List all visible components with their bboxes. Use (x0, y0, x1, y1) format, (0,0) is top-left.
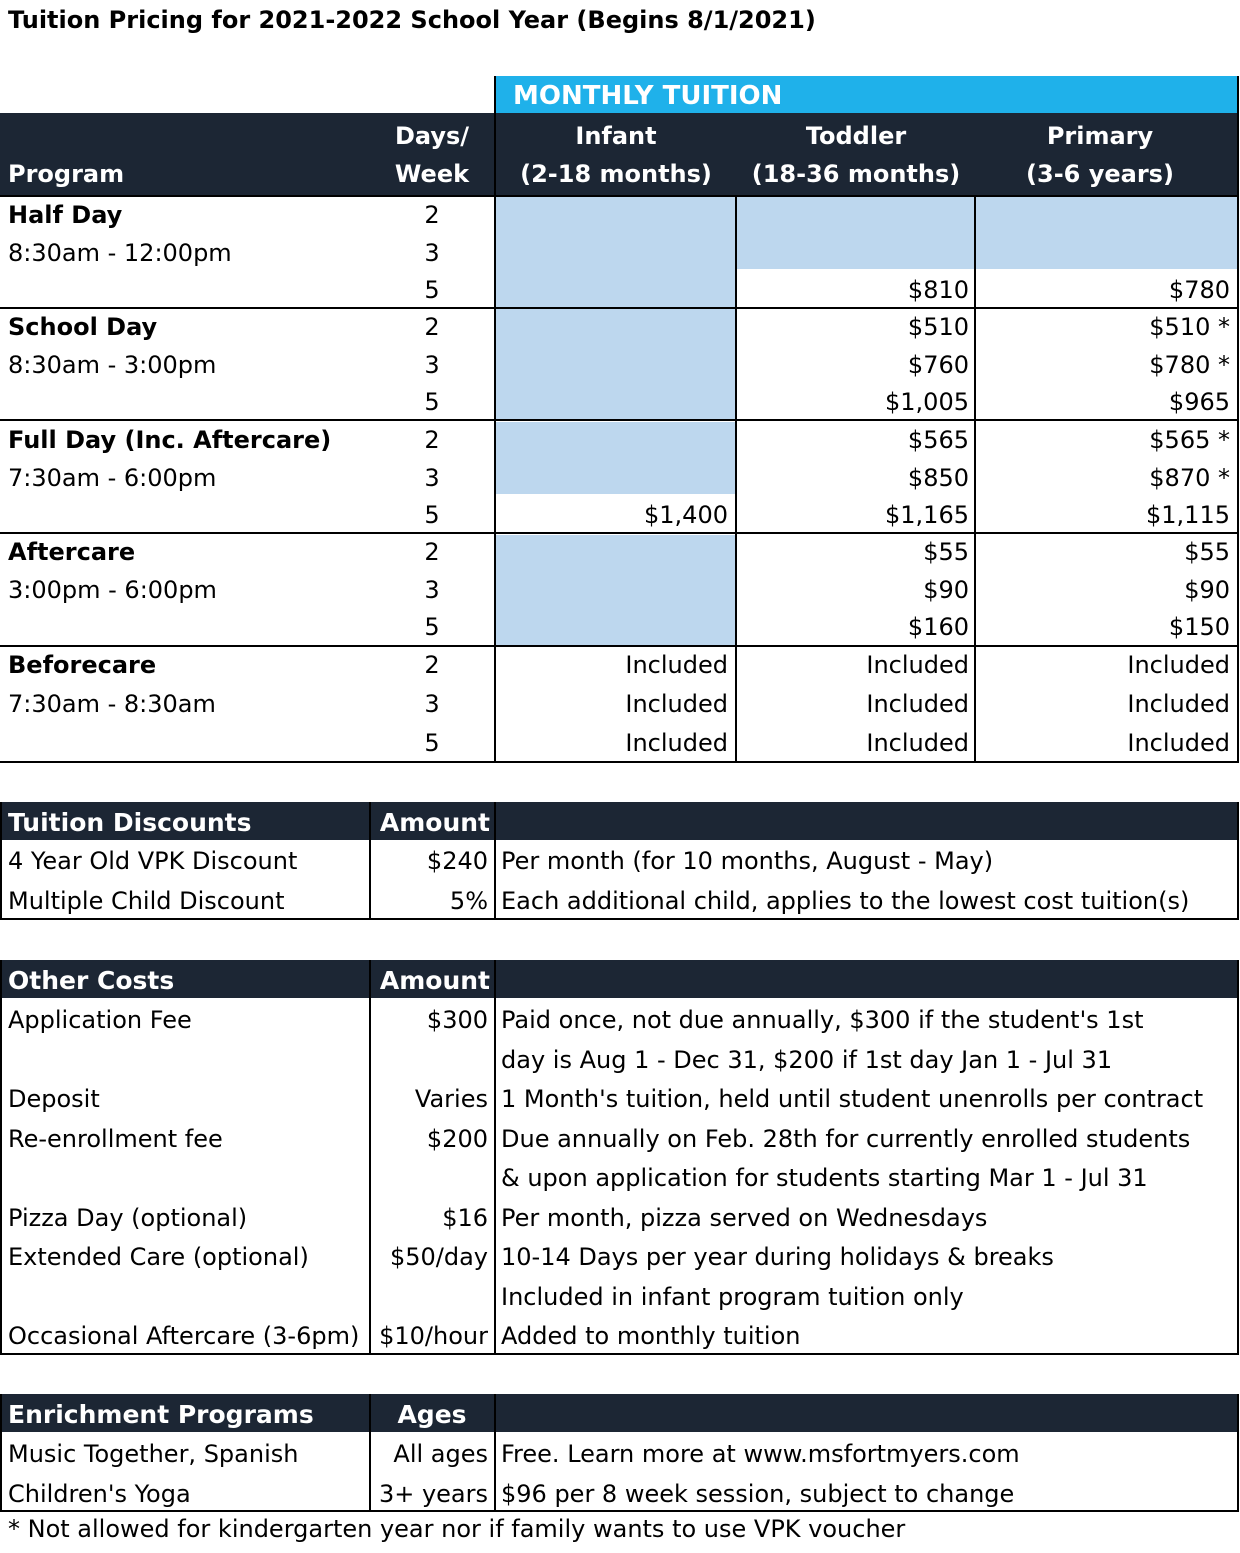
row-label: Deposit (8, 1085, 100, 1113)
discounts-title: Tuition Discounts (8, 808, 252, 837)
primary-price: $510 * (1149, 313, 1230, 341)
toddler-price: $55 (923, 538, 969, 566)
days-per-week: 3 (424, 463, 440, 492)
program-name: School Day (8, 313, 158, 341)
footnote: * Not allowed for kindergarten year nor if family wants to use VPK voucher (8, 1515, 906, 1543)
row-note: Paid once, not due annually, $300 if the student's 1st (501, 1006, 1144, 1034)
toddler-price: $160 (907, 613, 969, 641)
primary-price: Included (1127, 729, 1230, 757)
row-label: Pizza Day (optional) (8, 1203, 248, 1232)
unavailable-cell (976, 197, 1238, 269)
days-per-week: 3 (424, 350, 440, 379)
enrichment-title: Enrichment Programs (8, 1400, 314, 1429)
other-costs-header (0, 960, 1238, 998)
days-per-week: 2 (424, 426, 440, 454)
program-name: Aftercare (8, 538, 136, 566)
days-per-week: 5 (424, 729, 440, 757)
primary-price: $90 (1184, 575, 1230, 604)
row-label: Application Fee (8, 1006, 192, 1034)
page-title: Tuition Pricing for 2021-2022 School Year (Begins 8/1/2021) (8, 6, 816, 34)
toddler-price: $565 (907, 426, 969, 454)
divider (369, 960, 371, 1355)
toddler-price: Included (866, 729, 969, 757)
primary-price: $780 * (1149, 350, 1230, 379)
row-amount: $16 (442, 1203, 488, 1232)
row-note: Per month (for 10 months, August - May) (501, 847, 994, 875)
row-amount: $200 (426, 1124, 488, 1153)
unavailable-cell (496, 535, 735, 645)
row-note: & upon application for students starting Mar 1 - Jul 31 (501, 1164, 1148, 1192)
row-note: Each additional child, applies to the lowest cost tuition(s) (501, 886, 1190, 915)
program-name: Full Day (Inc. Aftercare) (8, 426, 332, 454)
row-note: $96 per 8 week session, subject to change (501, 1479, 1015, 1508)
divider (0, 918, 1238, 920)
days-per-week: 3 (424, 575, 440, 604)
infant-price: Included (625, 729, 728, 757)
row-label: 4 Year Old VPK Discount (8, 847, 298, 875)
header-days: Days/ Week (394, 122, 470, 188)
header-program: Program (8, 160, 125, 188)
row-note: Included in infant program tuition only (501, 1282, 964, 1311)
days-per-week: 2 (424, 201, 440, 229)
unavailable-cell (496, 309, 735, 419)
unavailable-cell (496, 422, 735, 494)
row-amount: $240 (426, 847, 488, 875)
toddler-price: Included (866, 651, 969, 679)
unavailable-cell (737, 197, 974, 269)
row-amount: $10/hour (379, 1322, 488, 1350)
days-per-week: 5 (424, 276, 440, 304)
header-toddler: Toddler (18-36 months) (751, 122, 961, 188)
program-hours: 7:30am - 6:00pm (8, 463, 217, 492)
toddler-price: $760 (907, 350, 969, 379)
row-note: Due annually on Feb. 28th for currently enrolled students (501, 1124, 1191, 1153)
days-per-week: 5 (424, 501, 440, 529)
days-per-week: 5 (424, 613, 440, 641)
toddler-price: $1,005 (885, 388, 969, 416)
other-costs-title: Other Costs (8, 966, 175, 995)
infant-price: Included (625, 651, 728, 679)
tuition-header-labels (0, 113, 1238, 195)
divider (0, 1353, 1238, 1355)
row-ages: All ages (393, 1440, 488, 1468)
days-per-week: 2 (424, 313, 440, 341)
program-hours: 8:30am - 3:00pm (8, 350, 217, 379)
divider (1237, 802, 1239, 920)
row-label: Occasional Aftercare (3-6pm) (8, 1322, 360, 1350)
unavailable-cell (496, 197, 735, 307)
toddler-price: Included (866, 690, 969, 718)
toddler-price: $90 (923, 575, 969, 604)
program-hours: 3:00pm - 6:00pm (8, 575, 217, 604)
primary-price: Included (1127, 651, 1230, 679)
primary-price: $55 (1184, 538, 1230, 566)
divider (369, 802, 371, 920)
primary-price: $780 (1168, 276, 1230, 304)
toddler-price: $1,165 (885, 501, 969, 529)
primary-price: $1,115 (1146, 501, 1230, 529)
primary-price: Included (1127, 690, 1230, 718)
program-name: Half Day (8, 201, 123, 229)
primary-price: $965 (1168, 388, 1230, 416)
row-ages: 3+ years (378, 1479, 488, 1508)
row-note: Added to monthly tuition (501, 1322, 801, 1350)
divider (369, 1394, 371, 1512)
divider (0, 195, 1238, 197)
divider (0, 1510, 1238, 1512)
divider (1237, 1394, 1239, 1512)
divider (0, 1394, 2, 1512)
divider (1237, 960, 1239, 1355)
row-amount: Varies (414, 1085, 488, 1113)
row-amount: $50/day (389, 1243, 488, 1271)
primary-price: $150 (1168, 613, 1230, 641)
program-name: Beforecare (8, 651, 157, 679)
program-hours: 8:30am - 12:00pm (8, 238, 232, 267)
row-amount: $300 (426, 1006, 488, 1034)
divider (0, 802, 2, 920)
divider (0, 960, 2, 1355)
divider (494, 1394, 496, 1512)
toddler-price: $850 (907, 463, 969, 492)
divider (494, 802, 496, 920)
toddler-price: $810 (907, 276, 969, 304)
days-per-week: 2 (424, 538, 440, 566)
other-costs-amount-header: Amount (379, 966, 490, 995)
row-label: Multiple Child Discount (8, 886, 285, 915)
toddler-price: $510 (907, 313, 969, 341)
header-primary: Primary (3-6 years) (1026, 122, 1174, 188)
discounts-amount-header: Amount (379, 808, 490, 837)
program-hours: 7:30am - 8:30am (8, 690, 216, 718)
header-infant: Infant (2-18 months) (520, 122, 712, 188)
days-per-week: 3 (424, 690, 440, 718)
days-per-week: 5 (424, 388, 440, 416)
divider (494, 960, 496, 1355)
days-per-week: 2 (424, 651, 440, 679)
days-per-week: 3 (424, 238, 440, 267)
enrichment-ages-header: Ages (397, 1400, 467, 1429)
row-note: Per month, pizza served on Wednesdays (501, 1203, 988, 1232)
row-amount: 5% (449, 886, 488, 915)
row-label: Music Together, Spanish (8, 1440, 299, 1468)
row-label: Extended Care (optional) (8, 1243, 309, 1271)
monthly-tuition-band: MONTHLY TUITION (495, 76, 1238, 113)
primary-price: $870 * (1149, 463, 1230, 492)
row-label: Re-enrollment fee (8, 1124, 223, 1153)
row-note: 1 Month's tuition, held until student unenrolls per contract (501, 1085, 1204, 1113)
primary-price: $565 * (1149, 426, 1230, 454)
row-note: day is Aug 1 - Dec 31, $200 if 1st day Jan 1 - Jul 31 (501, 1045, 1113, 1074)
infant-price: $1,400 (644, 501, 728, 529)
row-label: Children's Yoga (8, 1479, 191, 1508)
row-note: Free. Learn more at www.msfortmyers.com (501, 1440, 1020, 1468)
row-note: 10-14 Days per year during holidays & breaks (501, 1243, 1054, 1271)
divider (1237, 76, 1239, 763)
infant-price: Included (625, 690, 728, 718)
